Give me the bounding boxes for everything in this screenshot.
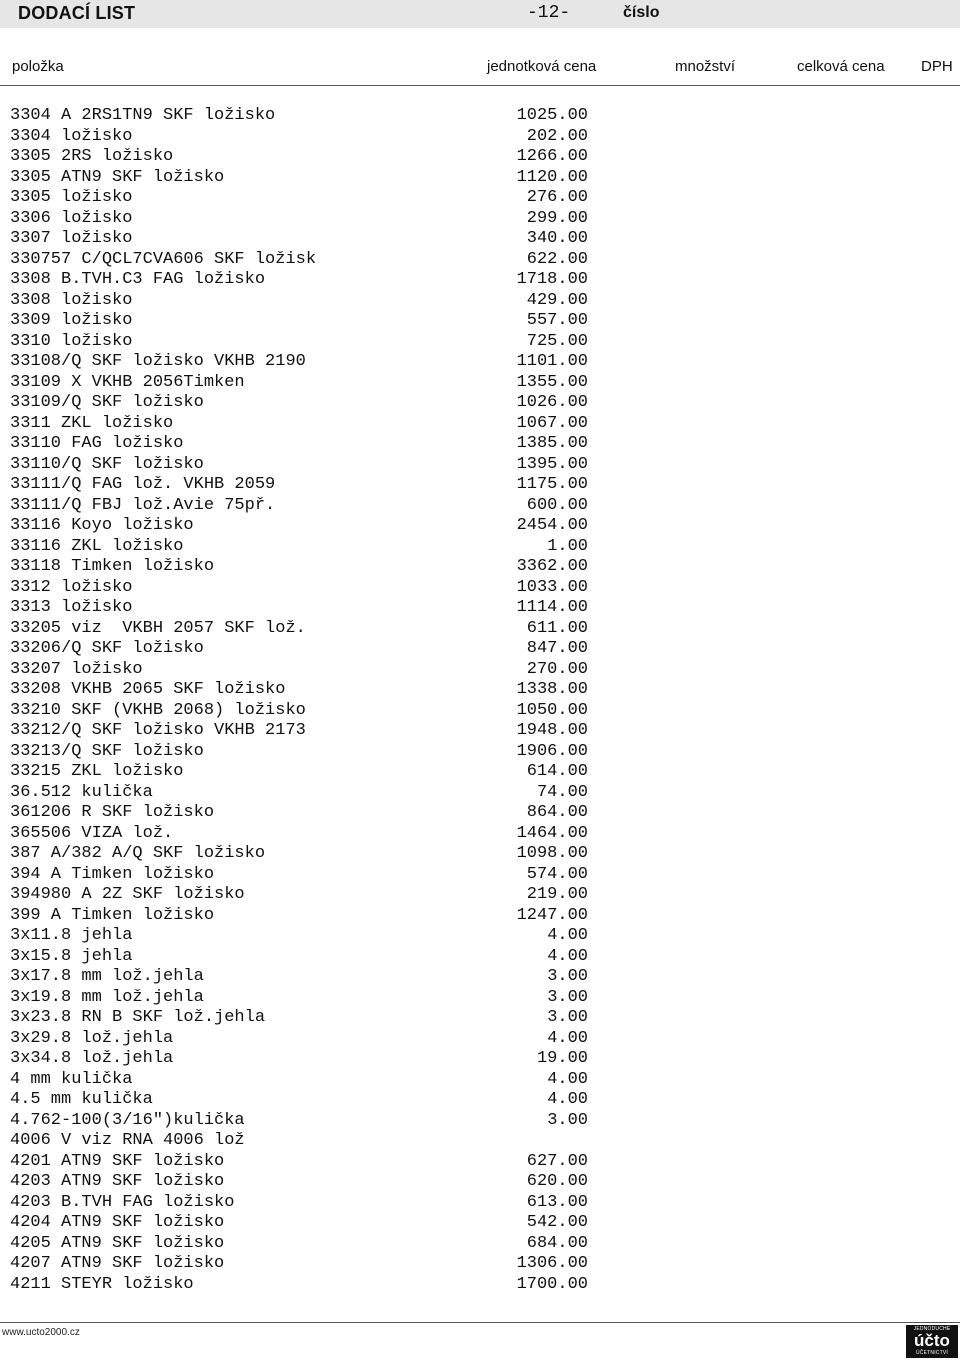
item-unit-price: 725.00 bbox=[526, 331, 588, 351]
item-name: 3305 ložisko bbox=[10, 188, 133, 207]
item-name: 3x29.8 lož.jehla bbox=[10, 1028, 174, 1048]
logo-top-text: JEDNODUCHÉ bbox=[913, 1326, 951, 1332]
item-name: 3305 ATN9 SKF ložisko bbox=[10, 167, 225, 187]
table-row bbox=[0, 1131, 960, 1152]
table-row bbox=[0, 188, 960, 209]
item-name: 33109/Q SKF ložisko bbox=[10, 393, 204, 412]
item-name: 33111/Q FAG lož. VKHB 2059 bbox=[10, 475, 276, 494]
table-row bbox=[0, 1008, 960, 1029]
item-name: 33116 ZKL ložisko bbox=[10, 536, 184, 556]
item-name: 33213/Q SKF ložisko bbox=[10, 741, 204, 761]
table-row bbox=[0, 926, 960, 947]
item-name: 3x11.8 jehla bbox=[10, 926, 133, 945]
table-row bbox=[0, 906, 960, 927]
logo-main-text: účto bbox=[914, 1331, 950, 1350]
page-number: -12- bbox=[527, 3, 571, 23]
item-unit-price: 600.00 bbox=[526, 495, 588, 515]
item-name: 33205 viz VKBH 2057 SKF lož. bbox=[10, 618, 306, 638]
item-unit-price: 1718.00 bbox=[516, 270, 588, 289]
table-row bbox=[0, 209, 960, 230]
item-unit-price: 3.00 bbox=[547, 987, 588, 1007]
table-row bbox=[0, 947, 960, 968]
table-row bbox=[0, 967, 960, 988]
item-unit-price: 4.00 bbox=[547, 1028, 588, 1048]
table-row bbox=[0, 1234, 960, 1255]
table-row bbox=[0, 578, 960, 599]
item-unit-price: 622.00 bbox=[526, 249, 588, 269]
document-title: DODACÍ LIST bbox=[18, 3, 136, 23]
item-name: 3309 ložisko bbox=[10, 311, 133, 330]
item-name: 33110/Q SKF ložisko bbox=[10, 454, 204, 474]
document-number-label: číslo bbox=[623, 4, 660, 21]
item-unit-price: 574.00 bbox=[526, 864, 588, 884]
item-name: 3313 ložisko bbox=[10, 598, 133, 617]
table-row bbox=[0, 291, 960, 312]
item-unit-price: 340.00 bbox=[526, 229, 588, 248]
item-name: 33210 SKF (VKHB 2068) ložisko bbox=[10, 700, 306, 720]
item-unit-price: 627.00 bbox=[526, 1151, 588, 1171]
table-row bbox=[0, 619, 960, 640]
item-name: 3308 B.TVH.C3 FAG ložisko bbox=[10, 270, 266, 289]
item-unit-price: 74.00 bbox=[536, 782, 588, 802]
table-row bbox=[0, 783, 960, 804]
table-row bbox=[0, 844, 960, 865]
item-unit-price: 429.00 bbox=[526, 290, 588, 310]
item-unit-price: 620.00 bbox=[526, 1172, 588, 1191]
item-unit-price: 4.00 bbox=[547, 1069, 588, 1089]
item-name: 36.512 kulička bbox=[10, 782, 153, 802]
item-unit-price: 614.00 bbox=[526, 762, 588, 781]
item-unit-price: 1700.00 bbox=[516, 1274, 588, 1294]
item-unit-price: 847.00 bbox=[526, 639, 588, 658]
table-row bbox=[0, 229, 960, 250]
item-name: 394980 A 2Z SKF ložisko bbox=[10, 885, 245, 904]
item-name: 4.762-100(3/16")kulička bbox=[10, 1110, 245, 1130]
column-header-total: celková cena bbox=[797, 58, 885, 75]
item-name: 4203 ATN9 SKF ložisko bbox=[10, 1172, 225, 1191]
table-row bbox=[0, 434, 960, 455]
table-row bbox=[0, 680, 960, 701]
footer-divider bbox=[0, 1322, 960, 1323]
item-unit-price: 1247.00 bbox=[516, 905, 588, 925]
item-unit-price: 3.00 bbox=[547, 1110, 588, 1130]
table-row bbox=[0, 988, 960, 1009]
item-unit-price: 1025.00 bbox=[516, 106, 588, 125]
table-row bbox=[0, 598, 960, 619]
item-unit-price: 3.00 bbox=[547, 967, 588, 986]
item-name: 4 mm kulička bbox=[10, 1069, 133, 1089]
item-name: 4006 V viz RNA 4006 lož bbox=[10, 1131, 245, 1150]
item-unit-price: 1033.00 bbox=[516, 577, 588, 597]
table-row bbox=[0, 147, 960, 168]
item-unit-price: 557.00 bbox=[526, 311, 588, 330]
item-unit-price: 864.00 bbox=[526, 803, 588, 822]
column-header-unit-price: jednotková cena bbox=[487, 58, 597, 75]
item-name: 3x19.8 mm lož.jehla bbox=[10, 987, 204, 1007]
table-row bbox=[0, 475, 960, 496]
item-name: 33109 X VKHB 2056Timken bbox=[10, 372, 245, 392]
table-row bbox=[0, 455, 960, 476]
item-name: 3x23.8 RN B SKF lož.jehla bbox=[10, 1008, 266, 1027]
ucto-logo bbox=[906, 1325, 958, 1358]
item-unit-price: 1338.00 bbox=[516, 680, 588, 699]
table-row bbox=[0, 639, 960, 660]
item-name: 4211 STEYR ložisko bbox=[10, 1274, 194, 1294]
item-unit-price: 1464.00 bbox=[516, 823, 588, 843]
item-unit-price: 4.00 bbox=[547, 926, 588, 945]
item-name: 33215 ZKL ložisko bbox=[10, 762, 184, 781]
table-row bbox=[0, 803, 960, 824]
column-header-quantity: množství bbox=[675, 58, 736, 75]
item-name: 3306 ložisko bbox=[10, 208, 133, 228]
item-unit-price: 1120.00 bbox=[516, 167, 588, 187]
item-name: 33207 ložisko bbox=[10, 659, 143, 679]
item-unit-price: 1266.00 bbox=[516, 147, 588, 166]
item-name: 3312 ložisko bbox=[10, 577, 133, 597]
item-name: 4205 ATN9 SKF ložisko bbox=[10, 1233, 225, 1253]
item-name: 3307 ložisko bbox=[10, 229, 133, 248]
item-unit-price: 2454.00 bbox=[516, 516, 588, 535]
item-name: 361206 R SKF ložisko bbox=[10, 803, 215, 822]
item-unit-price: 202.00 bbox=[526, 126, 588, 146]
table-row bbox=[0, 270, 960, 291]
item-name: 4201 ATN9 SKF ložisko bbox=[10, 1151, 225, 1171]
item-name: 330757 C/QCL7CVA606 SKF ložisk bbox=[10, 249, 317, 269]
table-row bbox=[0, 660, 960, 681]
table-row bbox=[0, 1254, 960, 1275]
item-name: 3x34.8 lož.jehla bbox=[10, 1049, 174, 1068]
item-unit-price: 1.00 bbox=[547, 536, 588, 556]
footer-url: www.ucto2000.cz bbox=[2, 1327, 80, 1338]
item-list bbox=[0, 106, 960, 1295]
item-unit-price: 542.00 bbox=[526, 1213, 588, 1232]
table-row bbox=[0, 1029, 960, 1050]
table-row bbox=[0, 762, 960, 783]
table-row bbox=[0, 1275, 960, 1296]
item-unit-price: 1948.00 bbox=[516, 721, 588, 740]
table-row bbox=[0, 168, 960, 189]
table-row bbox=[0, 701, 960, 722]
item-name: 3308 ložisko bbox=[10, 290, 133, 310]
item-unit-price: 1395.00 bbox=[516, 454, 588, 474]
item-unit-price: 684.00 bbox=[526, 1233, 588, 1253]
item-unit-price: 4.00 bbox=[547, 946, 588, 966]
header-bar bbox=[0, 0, 960, 28]
item-name: 399 A Timken ložisko bbox=[10, 905, 215, 925]
item-unit-price: 4.00 bbox=[547, 1090, 588, 1109]
item-name: 3304 A 2RS1TN9 SKF ložisko bbox=[10, 106, 276, 125]
item-unit-price: 1385.00 bbox=[516, 434, 588, 453]
table-row bbox=[0, 557, 960, 578]
item-name: 365506 VIZA lož. bbox=[10, 823, 174, 843]
item-unit-price: 19.00 bbox=[536, 1049, 588, 1068]
column-header-item: položka bbox=[12, 58, 64, 75]
item-name: 387 A/382 A/Q SKF ložisko bbox=[10, 844, 266, 863]
item-unit-price: 3362.00 bbox=[516, 557, 588, 576]
table-row bbox=[0, 127, 960, 148]
table-row bbox=[0, 311, 960, 332]
item-unit-price: 1355.00 bbox=[516, 372, 588, 392]
header-divider bbox=[0, 85, 960, 86]
item-name: 3305 2RS ložisko bbox=[10, 147, 174, 166]
item-unit-price: 1050.00 bbox=[516, 700, 588, 720]
item-name: 33108/Q SKF ložisko VKHB 2190 bbox=[10, 352, 306, 371]
table-row bbox=[0, 1193, 960, 1214]
table-row bbox=[0, 496, 960, 517]
item-unit-price: 1114.00 bbox=[516, 598, 588, 617]
item-name: 33118 Timken ložisko bbox=[10, 557, 215, 576]
item-unit-price: 1175.00 bbox=[516, 475, 588, 494]
table-row bbox=[0, 1111, 960, 1132]
table-row bbox=[0, 1070, 960, 1091]
table-row bbox=[0, 373, 960, 394]
item-name: 33206/Q SKF ložisko bbox=[10, 639, 204, 658]
item-unit-price: 219.00 bbox=[526, 885, 588, 904]
item-name: 3x15.8 jehla bbox=[10, 946, 133, 966]
item-unit-price: 1306.00 bbox=[516, 1254, 588, 1273]
table-row bbox=[0, 332, 960, 353]
table-row bbox=[0, 742, 960, 763]
table-row bbox=[0, 393, 960, 414]
item-name: 33110 FAG ložisko bbox=[10, 434, 184, 453]
item-name: 4207 ATN9 SKF ložisko bbox=[10, 1254, 225, 1273]
table-row bbox=[0, 1152, 960, 1173]
item-name: 33116 Koyo ložisko bbox=[10, 516, 194, 535]
table-row bbox=[0, 250, 960, 271]
table-row bbox=[0, 1049, 960, 1070]
item-unit-price: 1026.00 bbox=[516, 393, 588, 412]
table-row bbox=[0, 1090, 960, 1111]
item-unit-price: 611.00 bbox=[526, 618, 588, 638]
item-unit-price: 299.00 bbox=[526, 208, 588, 228]
item-name: 4203 B.TVH FAG ložisko bbox=[10, 1192, 235, 1212]
table-row bbox=[0, 106, 960, 127]
item-name: 3311 ZKL ložisko bbox=[10, 413, 174, 433]
table-row bbox=[0, 1213, 960, 1234]
item-name: 4.5 mm kulička bbox=[10, 1090, 153, 1109]
item-unit-price: 270.00 bbox=[526, 659, 588, 679]
logo-bottom-text: ÚČETNICTVÍ bbox=[916, 1350, 948, 1356]
table-row bbox=[0, 537, 960, 558]
table-row bbox=[0, 824, 960, 845]
table-row bbox=[0, 352, 960, 373]
item-name: 33111/Q FBJ lož.Avie 75př. bbox=[10, 495, 276, 515]
item-unit-price: 276.00 bbox=[526, 188, 588, 207]
item-name: 394 A Timken ložisko bbox=[10, 864, 215, 884]
item-unit-price: 3.00 bbox=[547, 1008, 588, 1027]
table-row bbox=[0, 516, 960, 537]
item-name: 3x17.8 mm lož.jehla bbox=[10, 967, 204, 986]
table-row bbox=[0, 885, 960, 906]
item-unit-price: 1906.00 bbox=[516, 741, 588, 761]
item-name: 33212/Q SKF ložisko VKHB 2173 bbox=[10, 721, 306, 740]
table-row bbox=[0, 865, 960, 886]
item-name: 3310 ložisko bbox=[10, 331, 133, 351]
table-row bbox=[0, 414, 960, 435]
table-row bbox=[0, 721, 960, 742]
item-unit-price: 1101.00 bbox=[516, 352, 588, 371]
table-row bbox=[0, 1172, 960, 1193]
item-unit-price: 613.00 bbox=[526, 1192, 588, 1212]
column-header-vat: DPH bbox=[921, 58, 953, 75]
item-name: 33208 VKHB 2065 SKF ložisko bbox=[10, 680, 286, 699]
item-name: 4204 ATN9 SKF ložisko bbox=[10, 1213, 225, 1232]
item-unit-price: 1067.00 bbox=[516, 413, 588, 433]
item-name: 3304 ložisko bbox=[10, 126, 133, 146]
item-unit-price: 1098.00 bbox=[516, 844, 588, 863]
